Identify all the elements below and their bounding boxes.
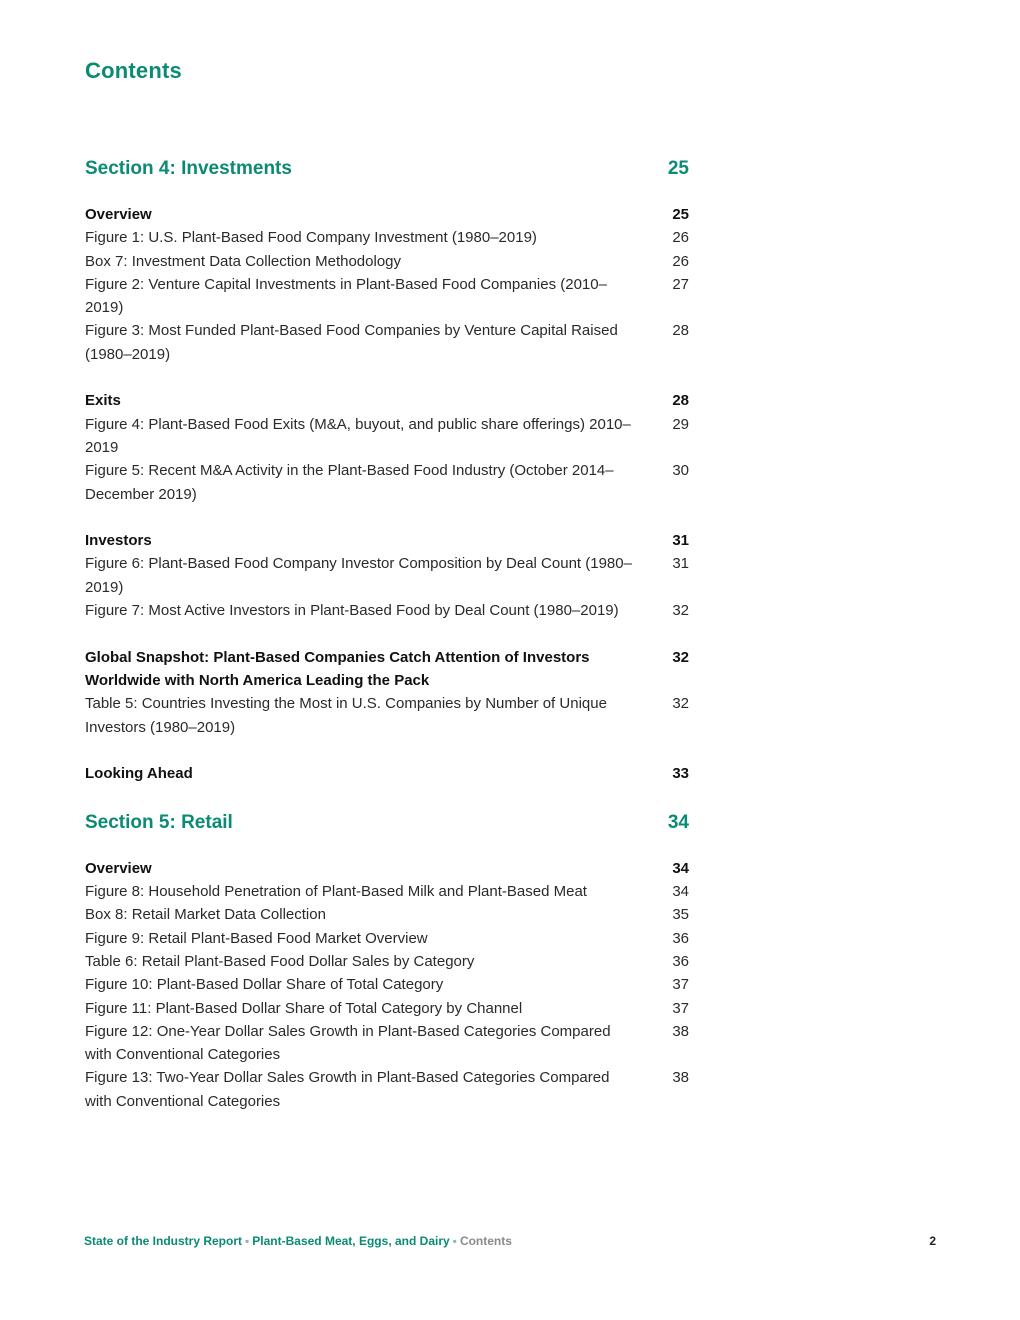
footer-page-number: 2 [929, 1234, 936, 1248]
toc-entry[interactable] [85, 927, 689, 950]
toc-entry[interactable] [85, 692, 689, 739]
toc-entry-text: Figure 3: Most Funded Plant-Based Food Companies by Venture Capital Raised (1980–2019) [85, 322, 618, 363]
toc-entry-page: 37 [672, 976, 689, 994]
toc-section-title: Section 5: Retail [85, 811, 233, 833]
footer-separator: ▪ [245, 1234, 250, 1248]
toc-entry[interactable] [85, 413, 689, 460]
toc-section-heading[interactable] [85, 809, 689, 837]
toc-section-heading[interactable] [85, 155, 689, 183]
toc-entry-text: Table 6: Retail Plant-Based Food Dollar Sales by Category [85, 952, 475, 970]
toc-entry[interactable] [85, 459, 689, 506]
toc-subsection[interactable] [85, 646, 689, 693]
toc-entry-page: 25 [672, 206, 689, 223]
toc-entry-text: Figure 5: Recent M&A Activity in the Plant-Based Food Industry (October 2014–December 2019) [85, 462, 614, 503]
toc-entry[interactable] [85, 250, 689, 273]
group-spacer [85, 739, 689, 762]
toc-entry-text: Figure 6: Plant-Based Food Company Investor Composition by Deal Count (1980–2019) [85, 555, 632, 596]
toc-entry-text: Box 8: Retail Market Data Collection [85, 906, 326, 924]
toc-entry[interactable] [85, 599, 689, 622]
toc-section-page: 34 [667, 811, 689, 833]
footer-report-subtitle: Plant-Based Meat, Eggs, and Dairy [252, 1234, 450, 1248]
toc-entry-page: 28 [672, 322, 689, 340]
toc-entry-text: Exits [85, 392, 121, 410]
toc-entry-page: 26 [672, 252, 689, 270]
toc-entry-page: 29 [672, 415, 689, 433]
toc-entry[interactable] [85, 552, 689, 599]
group-spacer [85, 366, 689, 389]
toc-subsection[interactable] [85, 389, 689, 412]
toc-entry[interactable] [85, 226, 689, 249]
toc-entry-text: Figure 13: Two-Year Dollar Sales Growth in Plant-Based Categories Compared with Conventional Categories [85, 1069, 610, 1110]
footer-breadcrumb [84, 1234, 512, 1248]
toc-entry[interactable] [85, 880, 689, 903]
toc-entry-page: 27 [672, 275, 689, 293]
toc-entry-page: 36 [672, 952, 689, 970]
group-spacer [85, 622, 689, 645]
footer-report-title: State of the Industry Report [84, 1234, 243, 1248]
toc-entry-page: 35 [672, 906, 689, 924]
footer-separator: ▪ [452, 1234, 457, 1248]
toc-entry-page: 38 [672, 1022, 689, 1040]
toc-entry-text: Figure 9: Retail Plant-Based Food Market Overview [85, 929, 428, 947]
toc-entry-text: Overview [85, 859, 152, 877]
toc-entry-text: Figure 7: Most Active Investors in Plant-Based Food by Deal Count (1980–2019) [85, 602, 619, 620]
page-title: Contents [85, 58, 182, 83]
toc-entry-text: Figure 1: U.S. Plant-Based Food Company Investment (1980–2019) [85, 229, 537, 247]
toc-entry-page: 32 [672, 602, 689, 620]
toc-entry-page: 33 [672, 765, 689, 783]
toc-entry[interactable] [85, 973, 689, 996]
toc-entry-page: 31 [672, 555, 689, 573]
toc-entry-page: 34 [672, 883, 689, 901]
toc-entry-page: 34 [672, 859, 689, 877]
toc-entry-text: Figure 2: Venture Capital Investments in Plant-Based Food Companies (2010–2019) [85, 275, 607, 317]
toc-entry-text: Global Snapshot: Plant-Based Companies Catch Attention of Investors Worldwide with North America Leading the Pack [85, 648, 590, 689]
toc-entry-page: 30 [672, 462, 689, 480]
toc-section-title: Section 4: Investments [85, 158, 292, 179]
toc-section-page: 25 [667, 158, 689, 179]
page-footer [84, 1234, 936, 1248]
toc-subsection[interactable] [85, 857, 689, 880]
toc-entry-page: 28 [672, 392, 689, 410]
toc-entry-page: 32 [672, 695, 689, 713]
footer-section-name: Contents [459, 1234, 512, 1248]
toc-entry-page: 32 [672, 648, 689, 666]
toc-entry-page: 31 [672, 532, 689, 550]
group-spacer [85, 506, 689, 529]
table-of-contents [85, 155, 689, 1136]
toc-subsection[interactable] [85, 203, 689, 226]
toc-subsection[interactable] [85, 529, 689, 552]
toc-entry-text: Table 5: Countries Investing the Most in U.S. Companies by Number of Unique Investors (1980–2019) [85, 695, 607, 736]
toc-entry[interactable] [85, 319, 689, 366]
toc-entry-text: Investors [85, 532, 152, 550]
toc-entry[interactable] [85, 903, 689, 926]
group-spacer [85, 785, 689, 808]
toc-entry-page: 36 [672, 929, 689, 947]
toc-entry-text: Figure 4: Plant-Based Food Exits (M&A, buyout, and public share offerings) 2010–2019 [85, 415, 631, 456]
toc-entry-page: 38 [672, 1069, 689, 1087]
toc-entry[interactable] [85, 1066, 689, 1113]
toc-entry[interactable] [85, 273, 689, 320]
toc-entry-text: Overview [85, 206, 152, 223]
toc-subsection[interactable] [85, 762, 689, 785]
toc-entry-text: Box 7: Investment Data Collection Methodology [85, 252, 402, 270]
toc-entry-page: 37 [672, 999, 689, 1017]
toc-entry-text: Figure 8: Household Penetration of Plant-Based Milk and Plant-Based Meat [85, 883, 587, 901]
toc-entry-text: Figure 10: Plant-Based Dollar Share of Total Category [85, 976, 444, 994]
toc-entry[interactable] [85, 997, 689, 1020]
toc-entry-page: 26 [672, 229, 689, 247]
toc-entry[interactable] [85, 950, 689, 973]
toc-entry-text: Looking Ahead [85, 765, 193, 783]
toc-entry-text: Figure 12: One-Year Dollar Sales Growth in Plant-Based Categories Compared with Conventional Categories [85, 1022, 611, 1064]
toc-entry-text: Figure 11: Plant-Based Dollar Share of Total Category by Channel [85, 999, 523, 1017]
toc-entry[interactable] [85, 1020, 689, 1067]
group-spacer [85, 1113, 689, 1136]
